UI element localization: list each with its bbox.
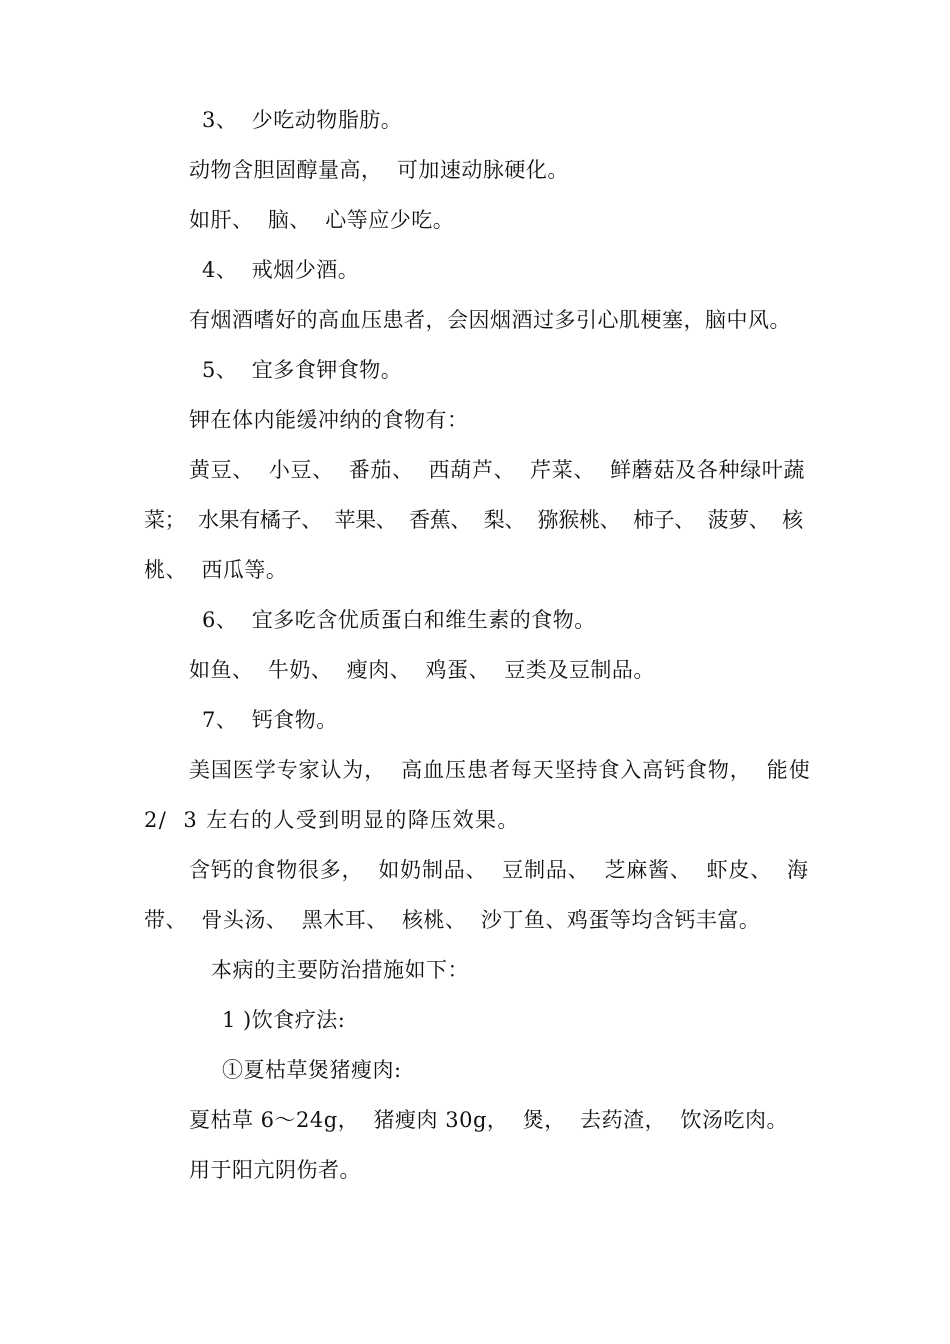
list-item-6-heading: 6、 宜多吃含优质蛋白和维生素的食物。 — [202, 608, 596, 632]
paragraph-line: 带、 骨头汤、 黑木耳、 核桃、 沙丁鱼、鸡蛋等均含钙丰富。 — [144, 908, 761, 932]
paragraph-line: 如鱼、 牛奶、 瘦肉、 鸡蛋、 豆类及豆制品。 — [189, 658, 655, 682]
list-item-5-heading: 5、 宜多食钾食物。 — [202, 358, 403, 382]
paragraph-line: 美国医学专家认为， 高血压患者每天坚持食入高钙食物， 能使 — [189, 758, 811, 782]
list-item-3-heading: 3、 少吃动物脂肪。 — [202, 108, 403, 132]
recipe-heading: ①夏枯草煲猪瘦肉: — [222, 1058, 402, 1082]
paragraph-line: 有烟酒嗜好的高血压患者，会因烟酒过多引心肌梗塞，脑中风。 — [189, 308, 791, 332]
paragraph-line: 如肝、 脑、 心等应少吃。 — [189, 208, 455, 232]
list-item-7-heading: 7、 钙食物。 — [202, 708, 338, 732]
list-item-4-heading: 4、 戒烟少酒。 — [202, 258, 360, 282]
subsection-heading: 1 )饮食疗法: — [222, 1008, 346, 1032]
paragraph-line: 用于阳亢阴伤者。 — [189, 1158, 361, 1182]
paragraph-line: 菜； 水果有橘子、 苹果、 香蕉、 梨、 猕猴桃、 柿子、 菠萝、 核 — [144, 508, 803, 532]
paragraph-line: 夏枯草 6～24g， 猪瘦肉 30g， 煲， 去药渣， 饮汤吃肉。 — [189, 1108, 788, 1132]
section-heading: 本病的主要防治措施如下： — [211, 958, 469, 982]
paragraph-line: 含钙的食物很多， 如奶制品、 豆制品、 芝麻酱、 虾皮、 海 — [189, 858, 809, 882]
paragraph-line: 桃、 西瓜等。 — [144, 558, 288, 582]
paragraph-line: 动物含胆固醇量高， 可加速动脉硬化。 — [189, 158, 569, 182]
paragraph-line: 黄豆、 小豆、 番茄、 西葫芦、 芹菜、 鲜蘑菇及各种绿叶蔬 — [189, 458, 806, 482]
paragraph-line: 钾在体内能缓冲纳的食物有： — [189, 408, 469, 432]
paragraph-line: 2/ 3 左右的人受到明显的降压效果。 — [144, 808, 520, 832]
